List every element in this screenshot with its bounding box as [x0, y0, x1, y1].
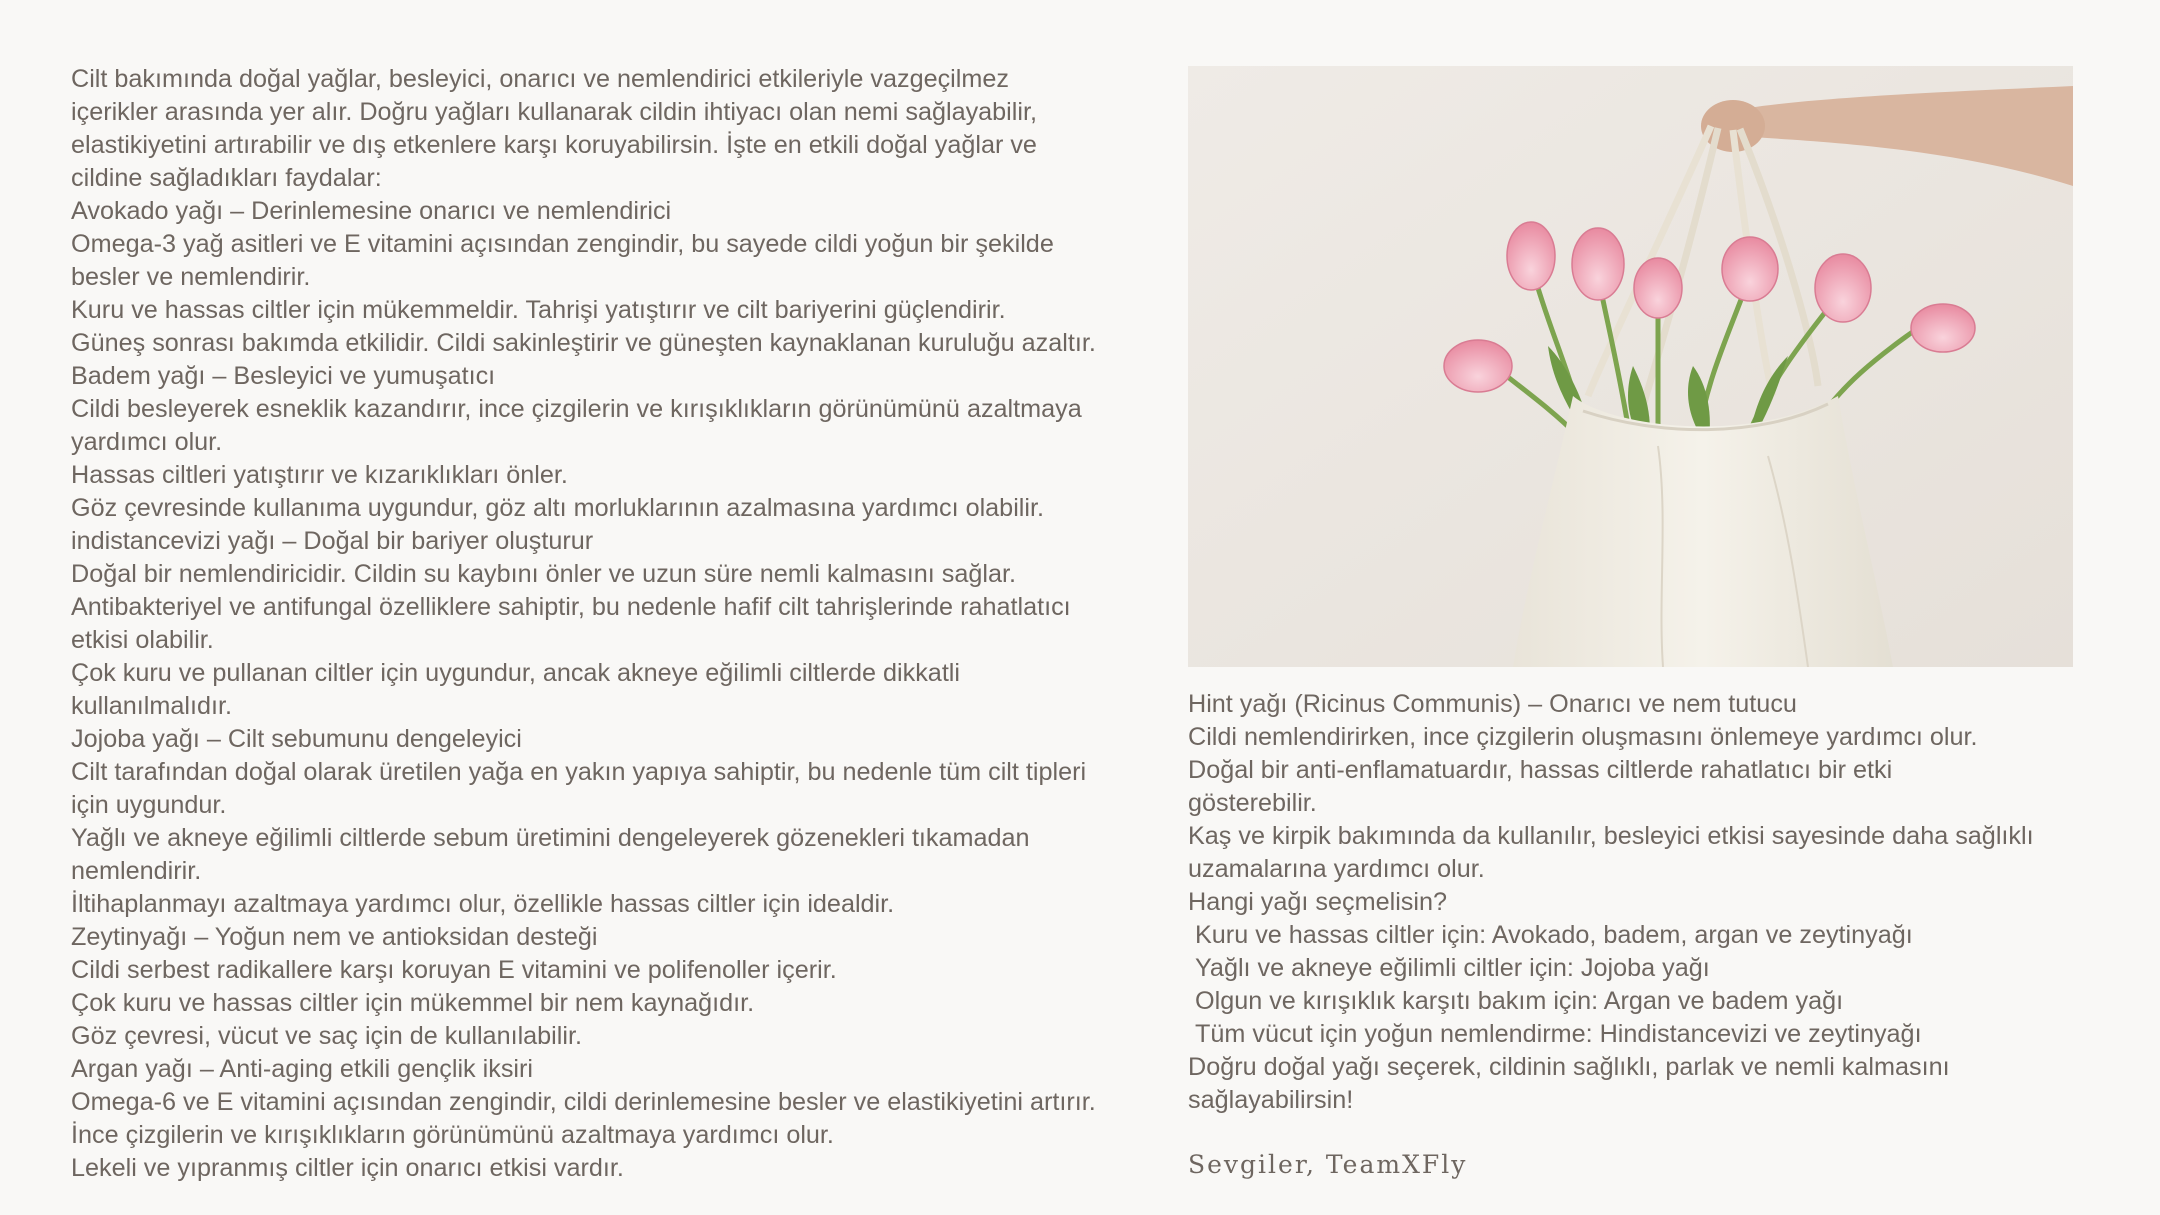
- section-line: nemlendirir.: [71, 857, 202, 885]
- section-line: İnce çizgilerin ve kırışıklıkların görünümünü azaltmaya yardımcı olur.: [71, 1121, 834, 1149]
- recommendation-item: Kuru ve hassas ciltler için: Avokado, badem, argan ve zeytinyağı: [1195, 921, 1913, 949]
- section-line: Kuru ve hassas ciltler için mükemmeldir. Tahrişi yatıştırır ve cilt bariyerini güçlendirir.: [71, 296, 1006, 324]
- section-heading: Jojoba yağı – Cilt sebumunu dengeleyici: [71, 725, 522, 753]
- section-line: etkisi olabilir.: [71, 626, 214, 654]
- intro-line: elastikiyetini artırabilir ve dış etkenlere karşı koruyabilirsin. İşte en etkili doğal yağlar ve: [71, 131, 1037, 159]
- section-heading: Hangi yağı seçmelisin?: [1188, 888, 1447, 916]
- section-line: İltihaplanmayı azaltmaya yardımcı olur, özellikle hassas ciltler için idealdir.: [71, 890, 895, 918]
- section-heading: Zeytinyağı – Yoğun nem ve antioksidan desteği: [71, 923, 598, 951]
- intro-paragraph: [71, 63, 1171, 195]
- section-jojoba: [71, 723, 1171, 921]
- section-castor: [1188, 688, 2088, 886]
- intro-line: içerikler arasında yer alır. Doğru yağları kullanarak cildin ihtiyacı olan nemi sağlayabilir,: [71, 98, 1037, 126]
- right-text-column: [1188, 688, 2088, 1117]
- section-line: Çok kuru ve hassas ciltler için mükemmel bir nem kaynağıdır.: [71, 989, 755, 1017]
- section-choose-oil: [1188, 886, 2088, 1051]
- section-line: Omega-3 yağ asitleri ve E vitamini açısından zengindir, bu sayede cildi yoğun bir şekilde: [71, 230, 1054, 258]
- intro-line: Cilt bakımında doğal yağlar, besleyici, onarıcı ve nemlendirici etkileriyle vazgeçilmez: [71, 65, 1009, 93]
- section-heading: Avokado yağı – Derinlemesine onarıcı ve nemlendirici: [71, 197, 672, 225]
- section-heading: Hint yağı (Ricinus Communis) – Onarıcı ve nem tutucu: [1188, 690, 1797, 718]
- section-line: Cildi nemlendirirken, ince çizgilerin oluşmasını önlemeye yardımcı olur.: [1188, 723, 1978, 751]
- section-line: Güneş sonrası bakımda etkilidir. Cildi sakinleştirir ve güneşten kaynaklanan kuruluğu azaltır.: [71, 329, 1096, 357]
- section-avocado: [71, 195, 1171, 360]
- section-heading: indistancevizi yağı – Doğal bir bariyer oluşturur: [71, 527, 594, 555]
- section-olive: [71, 921, 1171, 1053]
- section-coconut: [71, 525, 1171, 723]
- section-line: Doğal bir nemlendiricidir. Cildin su kaybını önler ve uzun süre nemli kalmasını sağlar.: [71, 560, 1016, 588]
- recommendation-item: Yağlı ve akneye eğilimli ciltler için: Jojoba yağı: [1195, 954, 1710, 982]
- section-line: Cildi serbest radikallere karşı koruyan E vitamini ve polifenoller içerir.: [71, 956, 837, 984]
- tulip-bag-photo: [1188, 66, 2073, 667]
- closing-line: sağlayabilirsin!: [1188, 1086, 1354, 1114]
- section-line: yardımcı olur.: [71, 428, 223, 456]
- section-line: Omega-6 ve E vitamini açısından zengindir, cildi derinlemesine besler ve elastikiyetini artırır.: [71, 1088, 1096, 1116]
- section-almond: [71, 360, 1171, 525]
- left-text-column: [71, 63, 1171, 1185]
- section-line: Hassas ciltleri yatıştırır ve kızarıklıkları önler.: [71, 461, 568, 489]
- recommendation-item: Tüm vücut için yoğun nemlendirme: Hindistancevizi ve zeytinyağı: [1195, 1020, 1922, 1048]
- recommendation-item: Olgun ve kırışıklık karşıtı bakım için: Argan ve badem yağı: [1195, 987, 1844, 1015]
- section-line: Göz çevresi, vücut ve saç için de kullanılabilir.: [71, 1022, 582, 1050]
- signature: Sevgiler, TeamXFly: [1188, 1150, 1468, 1179]
- section-line: Lekeli ve yıpranmış ciltler için onarıcı etkisi vardır.: [71, 1154, 624, 1182]
- closing-paragraph: [1188, 1051, 2088, 1117]
- section-line: gösterebilir.: [1188, 789, 1317, 817]
- section-line: Kaş ve kirpik bakımında da kullanılır, besleyici etkisi sayesinde daha sağlıklı: [1188, 822, 2034, 850]
- section-line: Çok kuru ve pullanan ciltler için uygundur, ancak akneye eğilimli ciltlerde dikkatli: [71, 659, 961, 687]
- tulip-bag-illustration: [1188, 66, 2073, 667]
- section-line: uzamalarına yardımcı olur.: [1188, 855, 1485, 883]
- section-line: Doğal bir anti-enflamatuardır, hassas ciltlerde rahatlatıcı bir etki: [1188, 756, 1893, 784]
- section-line: Göz çevresinde kullanıma uygundur, göz altı morluklarının azalmasına yardımcı olabilir.: [71, 494, 1044, 522]
- section-line: besler ve nemlendirir.: [71, 263, 311, 291]
- intro-line: cildine sağladıkları faydalar:: [71, 164, 382, 192]
- section-line: Cilt tarafından doğal olarak üretilen yağa en yakın yapıya sahiptir, bu nedenle tüm cilt tipleri: [71, 758, 1087, 786]
- section-line: Cildi besleyerek esneklik kazandırır, ince çizgilerin ve kırışıklıkların görünümünü azaltmaya: [71, 395, 1082, 423]
- section-line: Yağlı ve akneye eğilimli ciltlerde sebum üretimini dengeleyerek gözenekleri tıkamadan: [71, 824, 1030, 852]
- section-argan: [71, 1053, 1171, 1185]
- section-heading: Argan yağı – Anti-aging etkili gençlik iksiri: [71, 1055, 533, 1083]
- section-heading: Badem yağı – Besleyici ve yumuşatıcı: [71, 362, 496, 390]
- section-line: kullanılmalıdır.: [71, 692, 232, 720]
- section-line: için uygundur.: [71, 791, 227, 819]
- section-line: Antibakteriyel ve antifungal özelliklere sahiptir, bu nedenle hafif cilt tahrişlerinde rahatlatıcı: [71, 593, 1071, 621]
- closing-line: Doğru doğal yağı seçerek, cildinin sağlıklı, parlak ve nemli kalmasını: [1188, 1053, 1950, 1081]
